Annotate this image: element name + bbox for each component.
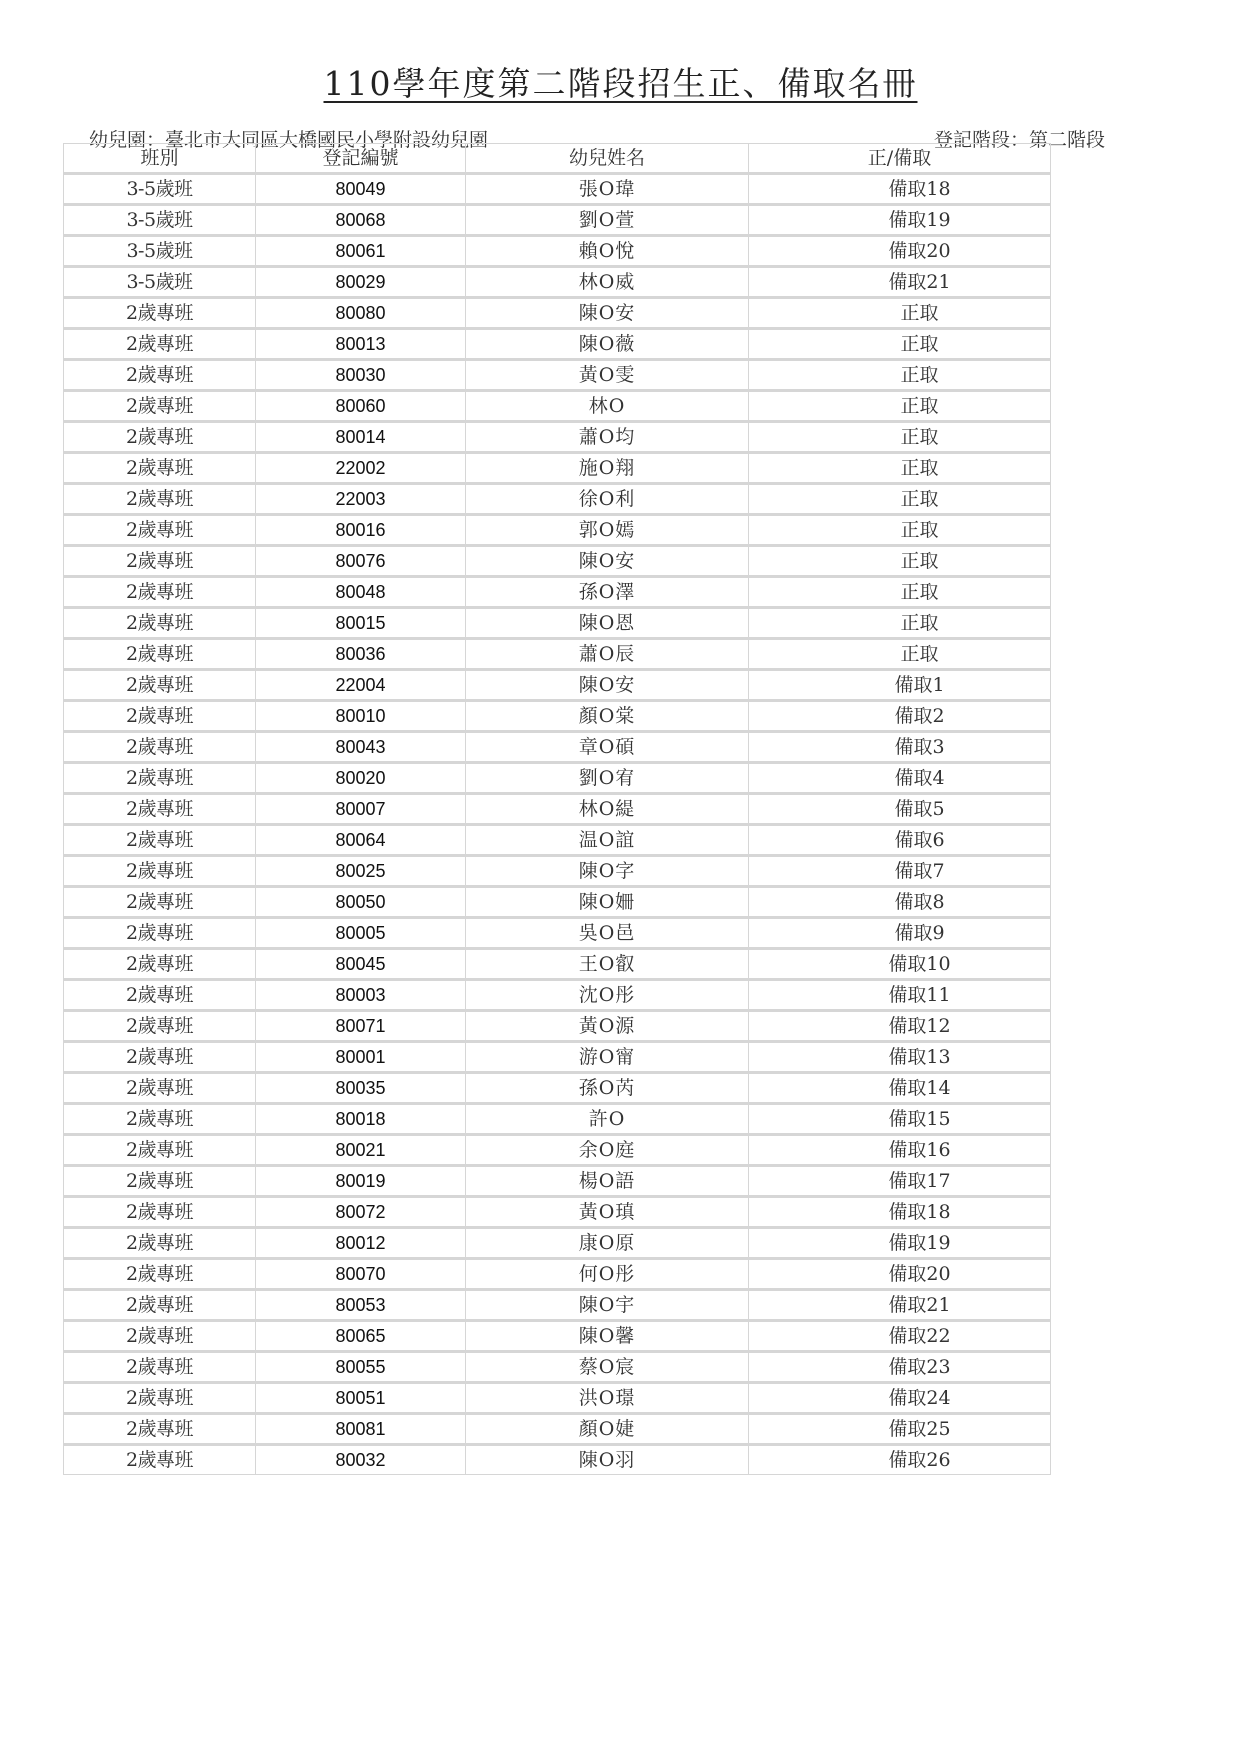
admission-status-cell: 正取 — [749, 484, 1051, 515]
table-row — [64, 639, 1051, 670]
class-cell: 2歲專班 — [64, 1228, 256, 1259]
table-row — [64, 1104, 1051, 1135]
registration-id-cell: 80030 — [256, 360, 466, 391]
child-name-cell: 黃O瑱 — [466, 1197, 749, 1228]
admission-status-cell: 備取23 — [749, 1352, 1051, 1383]
class-cell: 2歲專班 — [64, 391, 256, 422]
admission-status-cell: 備取15 — [749, 1104, 1051, 1135]
registration-id-cell: 80043 — [256, 732, 466, 763]
child-name-cell: 温O誼 — [466, 825, 749, 856]
table-header — [64, 144, 1051, 174]
registration-id-cell: 80080 — [256, 298, 466, 329]
class-cell: 2歲專班 — [64, 949, 256, 980]
class-cell: 2歲專班 — [64, 1414, 256, 1445]
table-row — [64, 1073, 1051, 1104]
admission-status-cell: 備取25 — [749, 1414, 1051, 1445]
registration-id-cell: 22002 — [256, 453, 466, 484]
registration-id-cell: 80007 — [256, 794, 466, 825]
admission-status-cell: 正取 — [749, 453, 1051, 484]
class-cell: 2歲專班 — [64, 732, 256, 763]
table-row — [64, 949, 1051, 980]
table-row — [64, 1135, 1051, 1166]
child-name-cell: 顏O婕 — [466, 1414, 749, 1445]
class-cell: 3-5歲班 — [64, 174, 256, 205]
table-row — [64, 205, 1051, 236]
admission-status-cell: 備取17 — [749, 1166, 1051, 1197]
table-row — [64, 174, 1051, 205]
child-name-cell: 吳O邑 — [466, 918, 749, 949]
table-row — [64, 360, 1051, 391]
child-name-cell: 游O甯 — [466, 1042, 749, 1073]
class-cell: 2歲專班 — [64, 484, 256, 515]
admission-status-cell: 備取7 — [749, 856, 1051, 887]
class-cell: 2歲專班 — [64, 1197, 256, 1228]
table-row — [64, 422, 1051, 453]
title-text: 110學年度第二階段招生正、備取名冊 — [323, 64, 918, 103]
table-row — [64, 391, 1051, 422]
table-row — [64, 1321, 1051, 1352]
class-cell: 2歲專班 — [64, 1166, 256, 1197]
child-name-cell: 陳O安 — [466, 546, 749, 577]
registration-id-cell: 80081 — [256, 1414, 466, 1445]
child-name-cell: 洪O璟 — [466, 1383, 749, 1414]
child-name-cell: 陳O姍 — [466, 887, 749, 918]
admission-status-cell: 正取 — [749, 546, 1051, 577]
child-name-cell: 施O翔 — [466, 453, 749, 484]
registration-id-cell: 80061 — [256, 236, 466, 267]
registration-id-cell: 80049 — [256, 174, 466, 205]
registration-id-cell: 80003 — [256, 980, 466, 1011]
table-row — [64, 794, 1051, 825]
registration-id-cell: 80045 — [256, 949, 466, 980]
registration-id-cell: 80068 — [256, 205, 466, 236]
table-body — [64, 174, 1051, 1475]
class-cell: 2歲專班 — [64, 1445, 256, 1475]
admission-status-cell: 備取5 — [749, 794, 1051, 825]
child-name-cell: 賴O悅 — [466, 236, 749, 267]
table-row — [64, 1352, 1051, 1383]
table-row — [64, 1414, 1051, 1445]
registration-stage-label: 登記階段：第二階段 — [933, 129, 1105, 151]
table-row — [64, 670, 1051, 701]
child-name-cell: 顏O棠 — [466, 701, 749, 732]
admission-status-cell: 備取19 — [749, 205, 1051, 236]
class-cell: 2歲專班 — [64, 794, 256, 825]
registration-id-cell: 80071 — [256, 1011, 466, 1042]
registration-id-cell: 80016 — [256, 515, 466, 546]
class-cell: 2歲專班 — [64, 887, 256, 918]
registration-id-cell: 80005 — [256, 918, 466, 949]
admission-status-cell: 備取18 — [749, 174, 1051, 205]
registration-id-cell: 80018 — [256, 1104, 466, 1135]
table-row — [64, 1445, 1051, 1475]
class-cell: 2歲專班 — [64, 422, 256, 453]
registration-id-cell: 80036 — [256, 639, 466, 670]
class-cell: 2歲專班 — [64, 1011, 256, 1042]
child-name-cell: 劉O宥 — [466, 763, 749, 794]
table-row — [64, 1290, 1051, 1321]
registration-id-cell: 80048 — [256, 577, 466, 608]
child-name-cell: 徐O利 — [466, 484, 749, 515]
child-name-cell: 陳O羽 — [466, 1445, 749, 1475]
admission-status-cell: 備取1 — [749, 670, 1051, 701]
header-child-name: 幼兒姓名 — [466, 144, 749, 174]
child-name-cell: 黃O源 — [466, 1011, 749, 1042]
table-row — [64, 298, 1051, 329]
class-cell: 2歲專班 — [64, 1073, 256, 1104]
class-cell: 2歲專班 — [64, 856, 256, 887]
registration-id-cell: 22003 — [256, 484, 466, 515]
admission-status-cell: 正取 — [749, 329, 1051, 360]
admission-status-cell: 正取 — [749, 639, 1051, 670]
table-row — [64, 1166, 1051, 1197]
admission-status-cell: 備取20 — [749, 236, 1051, 267]
child-name-cell: 劉O萱 — [466, 205, 749, 236]
child-name-cell: 許O — [466, 1104, 749, 1135]
child-name-cell: 康O原 — [466, 1228, 749, 1259]
admission-status-cell: 正取 — [749, 360, 1051, 391]
class-cell: 2歲專班 — [64, 1135, 256, 1166]
registration-id-cell: 80001 — [256, 1042, 466, 1073]
child-name-cell: 黃O雯 — [466, 360, 749, 391]
registration-id-cell: 22004 — [256, 670, 466, 701]
child-name-cell: 陳O安 — [466, 670, 749, 701]
kindergarten-label: 幼兒園：臺北市大同區大橋國民小學附設幼兒園 — [89, 129, 489, 151]
class-cell: 3-5歲班 — [64, 267, 256, 298]
child-name-cell: 陳O薇 — [466, 329, 749, 360]
admission-status-cell: 備取8 — [749, 887, 1051, 918]
table-row — [64, 608, 1051, 639]
header-registration-id: 登記編號 — [256, 144, 466, 174]
admission-status-cell: 備取14 — [749, 1073, 1051, 1104]
class-cell: 2歲專班 — [64, 763, 256, 794]
admission-status-cell: 備取10 — [749, 949, 1051, 980]
admission-status-cell: 備取9 — [749, 918, 1051, 949]
registration-id-cell: 80065 — [256, 1321, 466, 1352]
child-name-cell: 蕭O均 — [466, 422, 749, 453]
admission-status-cell: 備取21 — [749, 1290, 1051, 1321]
table-row — [64, 236, 1051, 267]
table-row — [64, 1228, 1051, 1259]
class-cell: 2歲專班 — [64, 980, 256, 1011]
admission-status-cell: 備取11 — [749, 980, 1051, 1011]
child-name-cell: 孫O澤 — [466, 577, 749, 608]
child-name-cell: 林O緹 — [466, 794, 749, 825]
child-name-cell: 孫O芮 — [466, 1073, 749, 1104]
child-name-cell: 沈O彤 — [466, 980, 749, 1011]
registration-id-cell: 80019 — [256, 1166, 466, 1197]
class-cell: 2歲專班 — [64, 577, 256, 608]
child-name-cell: 郭O嫣 — [466, 515, 749, 546]
class-cell: 2歲專班 — [64, 670, 256, 701]
roster-table — [63, 143, 1051, 1475]
class-cell: 2歲專班 — [64, 1290, 256, 1321]
child-name-cell: 何O彤 — [466, 1259, 749, 1290]
registration-id-cell: 80076 — [256, 546, 466, 577]
registration-id-cell: 80055 — [256, 1352, 466, 1383]
child-name-cell: 陳O安 — [466, 298, 749, 329]
admission-status-cell: 備取26 — [749, 1445, 1051, 1475]
child-name-cell: 王O叡 — [466, 949, 749, 980]
admission-status-cell: 備取19 — [749, 1228, 1051, 1259]
child-name-cell: 陳O宇 — [466, 1290, 749, 1321]
child-name-cell: 章O碩 — [466, 732, 749, 763]
registration-id-cell: 80032 — [256, 1445, 466, 1475]
class-cell: 2歲專班 — [64, 1259, 256, 1290]
registration-id-cell: 80051 — [256, 1383, 466, 1414]
admission-status-cell: 備取20 — [749, 1259, 1051, 1290]
admission-status-cell: 備取22 — [749, 1321, 1051, 1352]
registration-id-cell: 80025 — [256, 856, 466, 887]
table-row — [64, 1042, 1051, 1073]
registration-id-cell: 80020 — [256, 763, 466, 794]
table-row — [64, 701, 1051, 732]
table-row — [64, 887, 1051, 918]
class-cell: 2歲專班 — [64, 360, 256, 391]
class-cell: 2歲專班 — [64, 918, 256, 949]
class-cell: 2歲專班 — [64, 1042, 256, 1073]
admission-status-cell: 備取12 — [749, 1011, 1051, 1042]
admission-status-cell: 備取2 — [749, 701, 1051, 732]
class-cell: 2歲專班 — [64, 329, 256, 360]
admission-status-cell: 正取 — [749, 298, 1051, 329]
table-row — [64, 1011, 1051, 1042]
child-name-cell: 林O — [466, 391, 749, 422]
class-cell: 3-5歲班 — [64, 236, 256, 267]
class-cell: 2歲專班 — [64, 639, 256, 670]
child-name-cell: 張O瑋 — [466, 174, 749, 205]
table-row — [64, 856, 1051, 887]
table-row — [64, 732, 1051, 763]
child-name-cell: 蔡O宸 — [466, 1352, 749, 1383]
class-cell: 2歲專班 — [64, 515, 256, 546]
registration-id-cell: 80060 — [256, 391, 466, 422]
class-cell: 2歲專班 — [64, 298, 256, 329]
class-cell: 2歲專班 — [64, 608, 256, 639]
table-row — [64, 577, 1051, 608]
table-row — [64, 980, 1051, 1011]
admission-status-cell: 備取6 — [749, 825, 1051, 856]
registration-id-cell: 80012 — [256, 1228, 466, 1259]
registration-id-cell: 80010 — [256, 701, 466, 732]
table-row — [64, 763, 1051, 794]
class-cell: 2歲專班 — [64, 1321, 256, 1352]
child-name-cell: 余O庭 — [466, 1135, 749, 1166]
header-class: 班別 — [64, 144, 256, 174]
admission-status-cell: 備取13 — [749, 1042, 1051, 1073]
class-cell: 2歲專班 — [64, 825, 256, 856]
table-row — [64, 267, 1051, 298]
admission-status-cell: 正取 — [749, 608, 1051, 639]
table-row — [64, 329, 1051, 360]
admission-status-cell: 正取 — [749, 515, 1051, 546]
table-row — [64, 918, 1051, 949]
registration-id-cell: 80014 — [256, 422, 466, 453]
class-cell: 2歲專班 — [64, 701, 256, 732]
admission-status-cell: 正取 — [749, 391, 1051, 422]
child-name-cell: 陳O字 — [466, 856, 749, 887]
table-row — [64, 453, 1051, 484]
registration-id-cell: 80072 — [256, 1197, 466, 1228]
admission-status-cell: 正取 — [749, 422, 1051, 453]
registration-id-cell: 80029 — [256, 267, 466, 298]
admission-status-cell: 備取18 — [749, 1197, 1051, 1228]
header-admission-status: 正/備取 — [749, 144, 1051, 174]
registration-id-cell: 80021 — [256, 1135, 466, 1166]
table-row — [64, 1197, 1051, 1228]
class-cell: 2歲專班 — [64, 1104, 256, 1135]
class-cell: 2歲專班 — [64, 1383, 256, 1414]
registration-id-cell: 80050 — [256, 887, 466, 918]
admission-status-cell: 備取4 — [749, 763, 1051, 794]
admission-status-cell: 備取21 — [749, 267, 1051, 298]
child-name-cell: 陳O恩 — [466, 608, 749, 639]
registration-id-cell: 80064 — [256, 825, 466, 856]
document-title — [0, 58, 1241, 105]
child-name-cell: 林O威 — [466, 267, 749, 298]
class-cell: 3-5歲班 — [64, 205, 256, 236]
registration-id-cell: 80015 — [256, 608, 466, 639]
table-row — [64, 546, 1051, 577]
class-cell: 2歲專班 — [64, 1352, 256, 1383]
registration-id-cell: 80053 — [256, 1290, 466, 1321]
child-name-cell: 陳O馨 — [466, 1321, 749, 1352]
table-row — [64, 825, 1051, 856]
header-row — [64, 144, 1051, 174]
table-row — [64, 484, 1051, 515]
table-row — [64, 515, 1051, 546]
table-row — [64, 1259, 1051, 1290]
admission-status-cell: 備取24 — [749, 1383, 1051, 1414]
registration-id-cell: 80035 — [256, 1073, 466, 1104]
child-name-cell: 楊O語 — [466, 1166, 749, 1197]
class-cell: 2歲專班 — [64, 453, 256, 484]
admission-status-cell: 正取 — [749, 577, 1051, 608]
registration-id-cell: 80013 — [256, 329, 466, 360]
table-row — [64, 1383, 1051, 1414]
class-cell: 2歲專班 — [64, 546, 256, 577]
admission-status-cell: 備取3 — [749, 732, 1051, 763]
admission-status-cell: 備取16 — [749, 1135, 1051, 1166]
child-name-cell: 蕭O辰 — [466, 639, 749, 670]
registration-id-cell: 80070 — [256, 1259, 466, 1290]
